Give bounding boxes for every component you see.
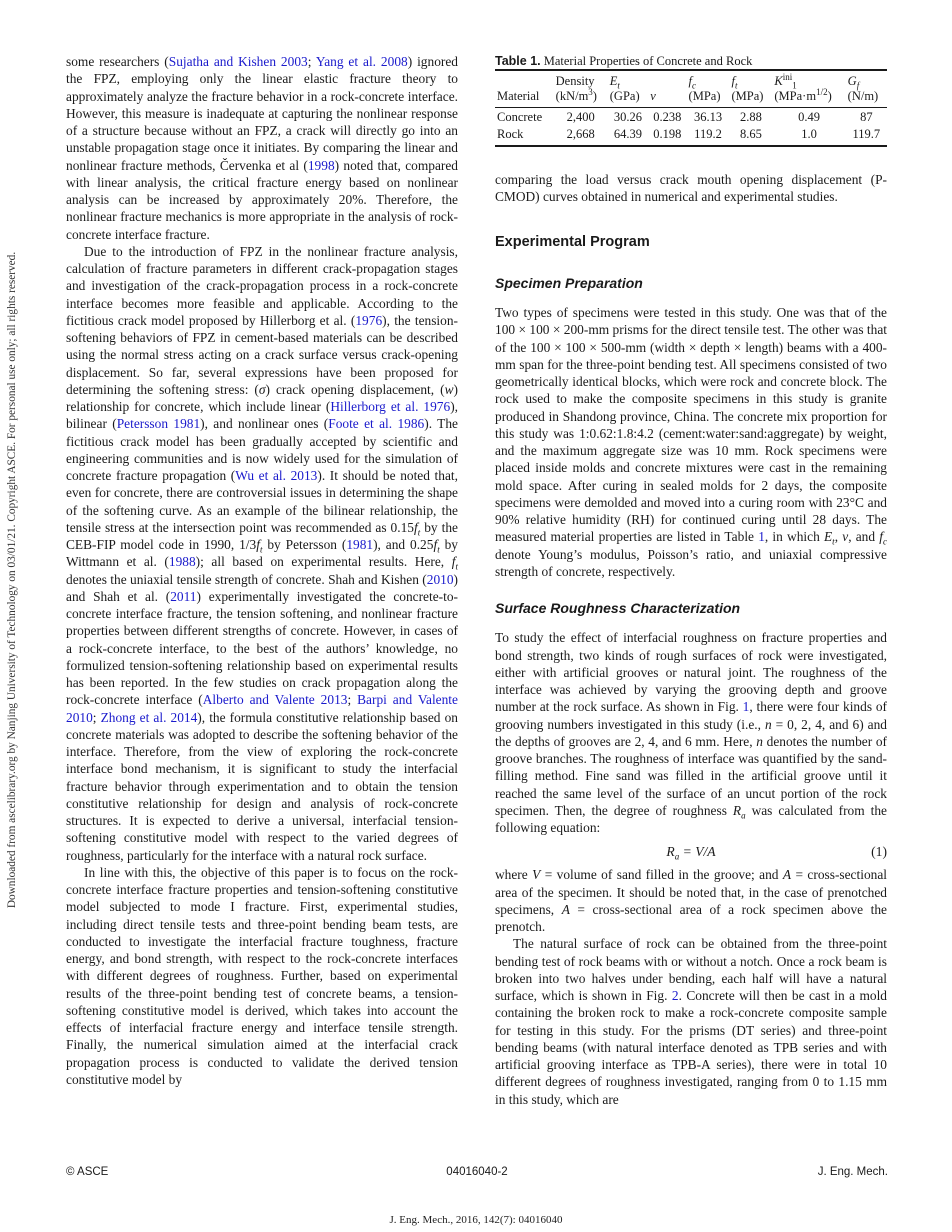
paragraph-fpz-linear <box>66 53 458 243</box>
math-ft: $f_t$ <box>256 537 263 555</box>
cell-nu: 0.198 <box>653 127 682 141</box>
citation-link[interactable]: Yang et al. 2008 <box>315 54 408 69</box>
text: Two types of specimens were tested in this study. One was that of the 100 × 100 × 200-mm prisms for the direct tensile test. The other was that of the 100 × 100 × 500-mm (width × depth × length) beams with a 400-mm span for the three-point bending test. All specimens consisted of two geometrically identical blocks, which were rock and concrete block. The rock used to make the composite specimens in this study is granite produced in Shandong province, China. The concrete mix proportion for this study was 1:0.62:1.8:4.2 (cement:water:sand:aggregate) by weight, and the maximum aggregate size was 10 mm. Rock specimens were placed inside molds and concrete mixtures were cast in the remaining mold space. After curing in sealed molds for 2 days, the composite specimens were demolded and moved into a curing room with 23°C and 90% relative humidity (RH) for continued curing until 28 days. The measured material properties are listed in Table <box>495 305 887 545</box>
col-header-k1ini: $K^{ini}_1$ $(MPa\cdot m^{1/2})$ <box>772 70 845 108</box>
text: some researchers ( <box>66 54 169 69</box>
cell-k1ini: 1.0 <box>801 127 817 141</box>
cell-gf: 119.7 <box>852 127 881 141</box>
text: where <box>495 867 533 883</box>
text: ). It should be noted that, even for concrete, there are controversial issues in determining the shape of the softening curve. As an example of the bilinear relationship, the tensile stress at the intersection point was recommended as 0.15 <box>66 468 458 535</box>
equation-1 <box>495 836 887 866</box>
citation-link[interactable]: Petersson 1981 <box>116 416 201 432</box>
text: ) and Shah et al. ( <box>66 571 458 604</box>
paragraph-fictitious-crack <box>66 243 458 864</box>
table-row <box>495 108 887 126</box>
text: by the CEB-FIP model code in 1990, 1/3 <box>66 519 458 552</box>
download-notice-text: Downloaded from ascelibrary.org by Nanjing University of Technology on 03/01/21. Copyright ASCE. For personal use only; all rights reserved. <box>6 251 18 909</box>
col-header-density: Density $(kN/m^3)$ <box>554 70 608 108</box>
figure-ref-link[interactable]: 1 <box>742 699 750 715</box>
text: ), the formula constitutive relationship based on concrete materials was adopted to describe the softening behavior of the interface. Therefore, from the view of exploring the rock-concrete interface bond mechanism, it is significant to study the interfacial fracture behavior through experimentation and to obtain the tension constitutive relationship for design and analysis of rock-concrete structures. It is expected to derive a universal, interfacial tension-softening constitutive model with respect to the varied degrees of roughness, particularly for the interface with a natural rock surface. <box>66 709 458 863</box>
figure-ref-link[interactable]: 2 <box>671 988 679 1003</box>
math-fc: $f_c$ <box>879 529 887 547</box>
text: was calculated from the following equation: <box>495 802 887 835</box>
cell-fc: 36.13 <box>693 110 723 124</box>
text: ), and 0.25 <box>373 537 434 552</box>
citation-link[interactable]: Barpi and Valente 2010 <box>66 692 458 725</box>
text: denote Young’s modulus, Poisson’s ratio, and uniaxial compressive strength of concrete, respectively. <box>495 546 887 579</box>
paragraph-natural-surface <box>495 935 887 1108</box>
left-column <box>66 53 458 1088</box>
equation-body: $R_a = V/A$ <box>666 843 716 862</box>
text: ). The fictitious crack model has been gradually accepted by scientific and engineering communities and is now widely used for the simulation of concrete fracture propagation ( <box>66 416 458 483</box>
text: , there were four kinds of grooving numbers investigated in this study (i.e., <box>495 699 887 732</box>
text: ), bilinear ( <box>66 399 458 432</box>
table-1 <box>495 53 887 147</box>
text: ) noted that, compared with linear analysis, the critical fracture energy based on nonlinear analysis can be increased by approximately 20%. Therefore, the nonlinear fracture mechanics is more appropriate in the analysis of rock-concrete interface fracture. <box>66 157 458 242</box>
cell-ft: 2.88 <box>739 110 762 124</box>
citation-link[interactable]: 1998 <box>307 157 335 173</box>
text: ; <box>347 692 358 708</box>
equation-number: (1) <box>871 843 887 859</box>
text: . Concrete will then be cast in a mold containing the broken rock to make a rock-concrete composite sample for testing in this study. For the prisms (DT series) and three-point bending beams (with natural interface denoted as TPB series and with artificial grooving interface as TPB-A series), there were in total 10 different degrees of roughness investigated, ranging from 0 to 1.15 mm in this study, which are <box>495 988 887 1107</box>
table-title: Material Properties of Concrete and Rock <box>540 54 753 68</box>
math-ft: $f_t$ <box>413 519 421 538</box>
paragraph-pcmod: comparing the load versus crack mouth opening displacement (P-CMOD) curves obtained in numerical and experimental studies. <box>495 172 887 205</box>
cell-material: Concrete <box>497 110 543 124</box>
footer-page-number: 04016040-2 <box>446 1166 508 1178</box>
math-ra: $R_a$ <box>732 802 746 821</box>
citation-link[interactable]: 1981 <box>346 537 374 552</box>
text: ) crack opening displacement, ( <box>265 381 445 397</box>
paragraph-objective: In line with this, the objective of this paper is to focus on the rock-concrete interface fracture properties and tension-softening constitutive model subjected to mode I fracture. First, experimental studies, including direct tensile tests and three-point bending beam tests, are conducted to investigate the interfacial fracture toughness, fracture energy, and bond strength, with respect to the rock-concrete interfaces with different degrees of roughness. Further, based on experimental results of the three-point bending test of concrete beams, a tension-softening constitutive model is derived, which takes into account the effects of interfacial fracture energy and interface tensile strength. Finally, the numerical simulation aimed at the interfacial crack propagation process is conducted to validate the derived tension constitutive model by <box>66 864 458 1087</box>
text: To study the effect of interfacial roughness on fracture properties and bond strength, two kinds of rough surfaces of rock were investigated, either with artificial grooves or natural joint. The roughness of the interface was achieved by varying the grooving depth and groove number at the rock surface. As shown in Fig. <box>495 630 887 715</box>
footer-copyright: © ASCE <box>66 1166 109 1178</box>
text: ) ignored the FPZ, employing only the linear elastic fracture theory to approximately analyze the fracture behavior in a rock-concrete interface. However, this measure is inadequate at capturing the nonlinear response of a structure because without an FPZ, a crack will directly go into an unstable propagation stage once it initiates. By comparing the linear and nonlinear fracture methods, Červenka et al ( <box>66 54 458 173</box>
citation-link[interactable]: Wu et al. 2013 <box>235 468 318 483</box>
citation-link[interactable]: Hillerborg et al. 1976 <box>330 399 451 414</box>
text: ); all based on experimental results. Here, <box>195 554 452 570</box>
math-nu: ν <box>842 529 849 545</box>
cell-nu: 0.238 <box>653 110 682 124</box>
math-ft: $f_t$ <box>451 554 458 572</box>
math-a: A <box>561 901 570 917</box>
col-header-ft: $f_t$ (MPa) <box>729 70 772 108</box>
text: = volume of sand filled in the groove; and <box>540 867 783 883</box>
footer-journal: J. Eng. Mech. <box>817 1166 888 1178</box>
table-row <box>495 125 887 146</box>
cell-density: 2,400 <box>566 110 595 124</box>
math-w: w <box>444 381 454 397</box>
cell-density: 2,668 <box>566 127 595 141</box>
text: Due to the introduction of FPZ in the nonlinear fracture analysis, calculation of fracture parameters in different crack-propagation stages and investigation of the crack-propagation process in a rock-concrete interface becomes more feasible and applicable. According to the fictitious crack model proposed by Hillerborg et al. ( <box>66 243 458 328</box>
section-heading-experimental-program: Experimental Program <box>495 233 650 250</box>
citation-link[interactable]: 2010 <box>426 571 454 587</box>
table-caption <box>495 53 887 69</box>
citation-link[interactable]: Sujatha and Kishen 2003 <box>168 54 308 69</box>
citation-link[interactable]: 2011 <box>170 588 197 604</box>
text: = cross-sectional area of the specimen. It should be noted that, in the case of prenotched specimens, <box>495 867 887 917</box>
paragraph-equation-definitions <box>495 866 887 935</box>
text: , <box>834 529 843 545</box>
text: ; <box>92 709 101 725</box>
math-ft: $f_t$ <box>433 537 440 555</box>
col-header-gf: $G_f$ (N/m) <box>846 70 887 108</box>
cell-fc: 119.2 <box>694 127 722 141</box>
download-notice <box>3 140 21 1020</box>
math-sigma: σ <box>258 381 266 397</box>
text: by Petersson ( <box>262 537 347 552</box>
subsection-heading-surface-roughness: Surface Roughness Characterization <box>495 600 741 616</box>
citation-link[interactable]: 1976 <box>355 312 383 328</box>
math-n: n <box>756 733 763 749</box>
col-header-nu: ν <box>648 70 686 108</box>
math-et: $E_t$ <box>823 529 835 547</box>
text: denotes the number of groove branches. The roughness of interface was quantified by the sand-filling method. Fine sand was filled in the artificial groove until it reached the same level of the surface of an uncut portion of the rock specimen. Then, the degree of roughness <box>495 733 887 818</box>
table-header-row <box>495 70 887 108</box>
math-n: n <box>764 716 772 732</box>
cell-et: 64.39 <box>613 127 643 141</box>
col-header-fc: $f_c$ (MPa) <box>687 70 730 108</box>
cell-et: 30.26 <box>613 110 643 124</box>
cell-ft: 8.65 <box>739 127 762 141</box>
text: , and <box>848 529 880 545</box>
page-footer <box>66 1166 888 1182</box>
col-header-material: Material <box>495 70 554 108</box>
text: denotes the uniaxial tensile strength of concrete. Shah and Kishen ( <box>66 571 427 587</box>
text: ), and nonlinear ones ( <box>200 416 329 432</box>
citation-link[interactable]: Zhong et al. 2014 <box>100 709 198 725</box>
text: , in which <box>764 529 824 545</box>
right-column <box>495 53 887 1108</box>
journal-citation: J. Eng. Mech., 2016, 142(7): 04016040 <box>389 1214 563 1226</box>
text: ) relationship for concrete, which include linear ( <box>66 381 458 414</box>
text: The natural surface of rock can be obtained from the three-point bending test of rock beams with or without a notch. Once a rock beam is broken into two halves under bending, each half will have a natural surface, which is shown in Fig. <box>495 936 887 1003</box>
cell-gf: 87 <box>860 110 873 124</box>
text: by Wittmann et al. ( <box>66 537 458 570</box>
cell-k1ini: 0.49 <box>798 110 820 124</box>
math-v: V <box>532 867 541 883</box>
text: ), the tension-softening behaviors of FPZ in cement-based materials can be described using the normal stress acting on a crack surface versus crack-opening displacement. So far, several expressions have been proposed for determining the softening stress: ( <box>66 312 458 397</box>
math-a: A <box>782 867 792 883</box>
text: = cross-sectional area of a rock specimen above the prenotch. <box>495 901 887 934</box>
table-ref-link[interactable]: 1 <box>758 529 765 545</box>
paragraph-roughness <box>495 629 887 836</box>
col-header-et: $E_t$ (GPa) <box>608 70 648 108</box>
text: ) experimentally investigated the concrete-to-concrete interface fracture, the tension softening, and nonlinear fracture properties between different strengths of concrete. However, in cases of a rock-concrete interface, to the best of the authors’ knowledge, no formulized tension-softening relationship based on experimental results has been reported. In the few studies on crack propagation along the rock-concrete interface ( <box>66 588 458 708</box>
citation-link[interactable]: Alberto and Valente 2013 <box>202 692 348 708</box>
citation-link[interactable]: 1988 <box>168 554 196 570</box>
text: = 0, 2, 4, and 6) and the depths of grooves are 2, 4, and 6 mm. Here, <box>495 716 887 749</box>
cell-material: Rock <box>497 127 524 141</box>
text: ; <box>307 54 316 69</box>
citation-link[interactable]: Foote et al. 1986 <box>328 416 425 432</box>
material-properties-table <box>495 69 887 147</box>
subsection-heading-specimen-preparation: Specimen Preparation <box>495 274 643 291</box>
paragraph-specimens <box>495 304 887 580</box>
table-label: Table 1. <box>495 54 541 68</box>
